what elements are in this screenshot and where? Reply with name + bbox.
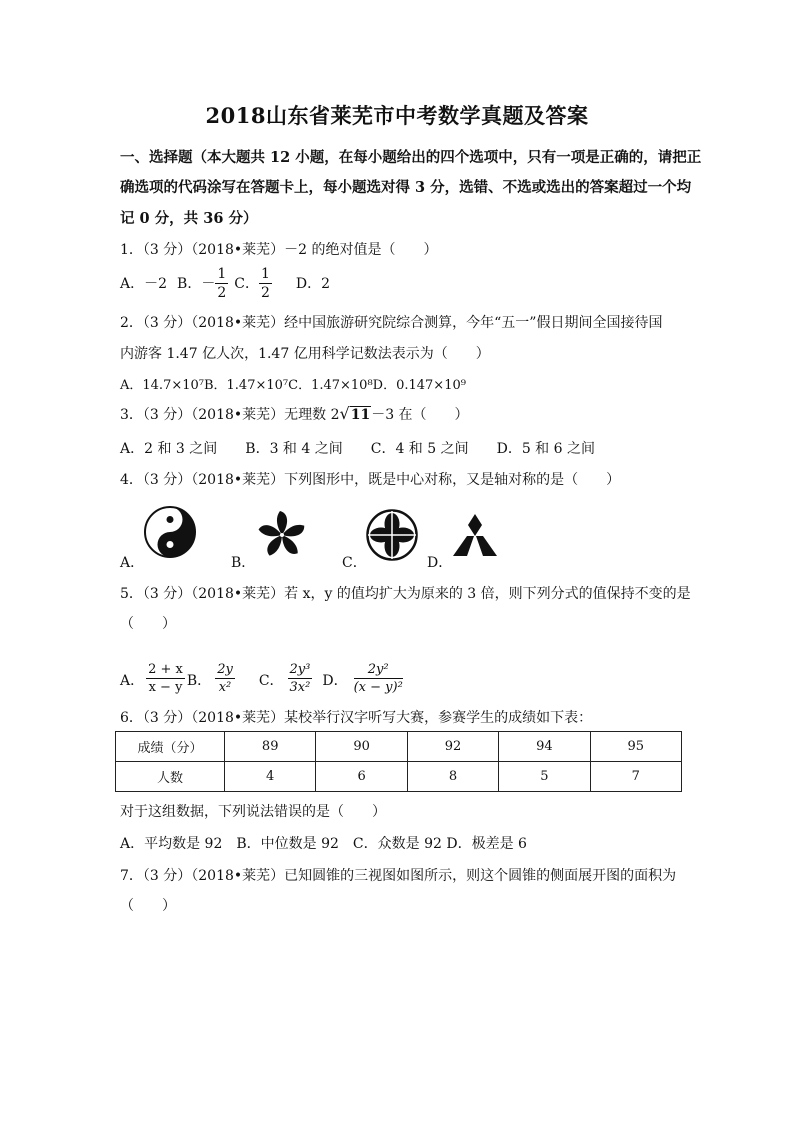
question-2-line2: 内游客 1.47 亿人次，1.47 亿用科学记数法表示为（ ） <box>120 346 490 362</box>
table-cell: 8 <box>407 762 498 792</box>
question-6-options: A．平均数是 92 B．中位数是 92 C．众数是 92 D．极差是 6 <box>120 836 527 852</box>
question-5-options: A． 2 + x x − y B． 2y x² C． 2y³ 3x² D． 2y² (x − y)² <box>120 662 403 695</box>
question-4-stem: 4．（3 分）（2018•莱芜）下列图形中，既是中心对称，又是轴对称的是（ ） <box>120 472 621 488</box>
table-cell: 94 <box>499 732 590 762</box>
option-a: A． <box>120 555 145 571</box>
question-1-stem: 1．（3 分）（2018•莱芜）－2 的绝对值是（ ） <box>120 242 438 258</box>
fraction-a: 2 + x x − y <box>148 662 183 695</box>
fraction-half: 1 2 <box>217 265 227 301</box>
pinwheel-flower-icon <box>255 508 309 562</box>
option-b: B． <box>231 555 256 571</box>
question-7-paren: （ ） <box>120 898 176 914</box>
question-7-stem: 7．（3 分）（2018•莱芜）已知圆锥的三视图如图所示，则这个圆锥的侧面展开图的面积为 <box>120 868 677 884</box>
option-d: D．2 <box>295 276 331 292</box>
table-row <box>116 732 682 762</box>
page-title: 2018山东省莱芜市中考数学真题及答案 <box>205 103 589 128</box>
option-c-label: C． <box>234 276 259 292</box>
table-cell: 4 <box>225 762 316 792</box>
question-6-stem: 6．（3 分）（2018•莱芜）某校举行汉字听写大赛，参赛学生的成绩如下表： <box>120 710 593 726</box>
four-petal-circle-icon <box>365 508 419 562</box>
section-heading-line1: 一、选择题（本大题共 12 小题，在每小题给出的四个选项中，只有一项是正确的，请把正 <box>120 149 702 166</box>
table-cell: 95 <box>590 732 681 762</box>
fraction-c: 2y³ 3x² <box>289 662 311 695</box>
taiji-icon <box>143 505 197 559</box>
section-heading-line2: 确选项的代码涂写在答题卡上，每小题选对得 3 分，选错、不选或选出的答案超过一个均 <box>120 179 692 196</box>
question-5-paren: （ ） <box>120 616 176 632</box>
question-3-options: A．2 和 3 之间 B．3 和 4 之间 C．4 和 5 之间 D．5 和 6 之间 <box>120 441 595 457</box>
question-2-options: A．14.7×10⁷B．1.47×10⁷C．1.47×10⁸D．0.147×10⁹ <box>120 378 466 393</box>
option-b-label: B．－ <box>177 276 216 292</box>
table-row <box>116 762 682 792</box>
question-6-follow: 对于这组数据，下列说法错误的是（ ） <box>120 804 386 820</box>
fraction-d: 2y² (x − y)² <box>353 662 403 695</box>
table-cell: 人数 <box>116 762 225 792</box>
table-cell: 5 <box>499 762 590 792</box>
question-1-options <box>120 264 330 302</box>
option-a: A．－2 <box>120 276 168 292</box>
three-diamond-icon <box>450 512 500 558</box>
question-2-line1: 2．（3 分）（2018•莱芜）经中国旅游研究院综合测算，今年“五一”假日期间全国接待国 <box>120 315 663 331</box>
sqrt-symbol: √ 11 <box>339 403 371 423</box>
table-cell: 89 <box>225 732 316 762</box>
section-heading-line3: 记 0 分，共 36 分） <box>120 210 258 227</box>
table-cell: 90 <box>316 732 407 762</box>
table-cell: 92 <box>407 732 498 762</box>
fraction-b: 2y x² <box>217 662 233 695</box>
option-d: D． <box>427 555 453 571</box>
table-cell: 成绩（分） <box>116 732 225 762</box>
fraction-half: 1 2 <box>260 265 270 301</box>
question-3-stem: 3．（3 分）（2018•莱芜）无理数 2 √ 11 －3 在（ ） <box>120 403 469 423</box>
score-table <box>115 731 682 792</box>
table-cell: 6 <box>316 762 407 792</box>
table-cell: 7 <box>590 762 681 792</box>
question-5-stem: 5．（3 分）（2018•莱芜）若 x，y 的值均扩大为原来的 3 倍，则下列分式的值保持不变的是 <box>120 586 691 602</box>
option-c: C． <box>342 555 367 571</box>
